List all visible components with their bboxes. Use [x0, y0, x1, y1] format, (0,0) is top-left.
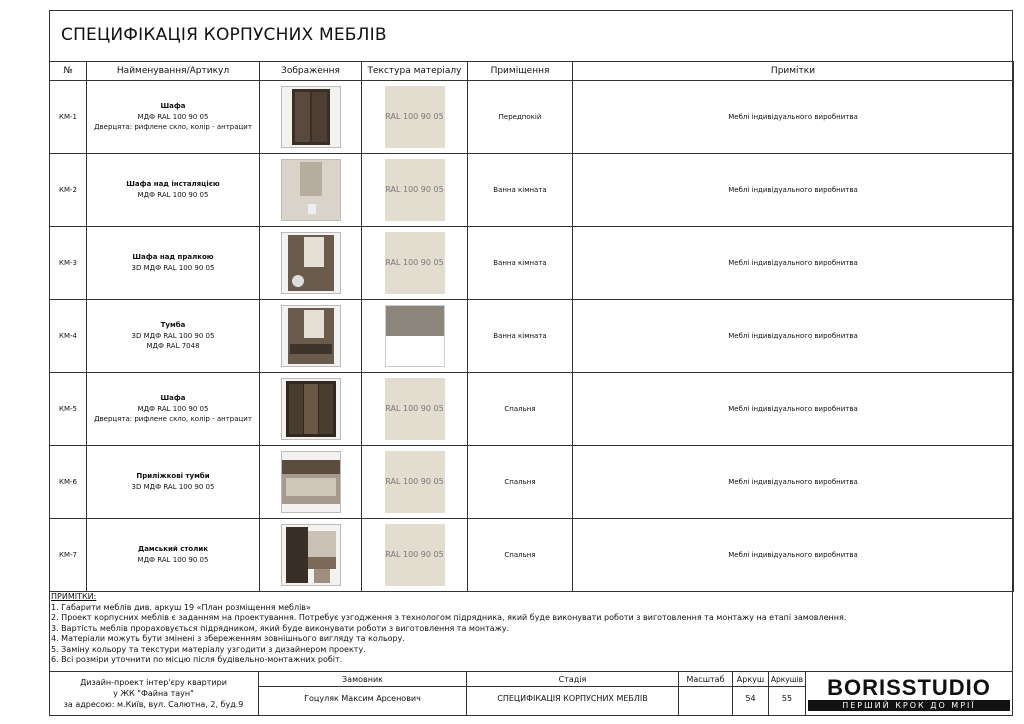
item-texture-cell	[362, 227, 468, 300]
furniture-image	[281, 232, 341, 294]
item-room: Ванна кімната	[468, 154, 573, 227]
texture-swatch: RAL 100 90 05	[385, 524, 445, 586]
sheet-number: 54	[745, 694, 756, 703]
item-texture-cell	[362, 154, 468, 227]
scale-label: Масштаб	[686, 675, 725, 684]
header-image: Зображення	[260, 62, 362, 81]
table-header-row	[50, 62, 1014, 81]
note-line: 4. Матеріали можуть бути змінені з збереженням зовнішнього вигляду та кольору.	[51, 634, 405, 643]
table-row	[50, 446, 1014, 519]
note-line: 6. Всі розміри уточнити по місцю після будівельно-монтажних робіт.	[51, 655, 343, 664]
item-texture-cell	[362, 81, 468, 154]
sheets-count: 55	[781, 694, 793, 703]
item-material: 3D МДФ RAL 100 90 05	[131, 332, 215, 340]
sheets-label: Аркушів	[770, 675, 804, 684]
customer-label: Замовник	[342, 675, 383, 684]
item-material: 3D МДФ RAL 100 90 05	[131, 264, 215, 272]
texture-swatch: RAL 100 90 05	[385, 86, 445, 148]
item-material: МДФ RAL 100 90 05	[137, 191, 209, 199]
note-line: 2. Проект корпусних меблів є заданням на проектування. Потребує узгодження з технологом підрядника, який буде виконувати роботи з виготовлення та монтажу на етапі замовлення.	[51, 613, 847, 622]
item-name-cell	[87, 519, 260, 592]
item-texture-cell	[362, 300, 468, 373]
header-room: Приміщення	[468, 62, 573, 81]
table-row	[50, 81, 1014, 154]
item-note: Меблі індивідуального виробнитва	[573, 300, 1014, 373]
item-image-cell	[260, 446, 362, 519]
item-note: Меблі індивідуального виробнитва	[573, 154, 1014, 227]
item-material: МДФ RAL 100 90 05	[137, 556, 209, 564]
item-name: Дамський столик	[137, 545, 209, 553]
item-note: Меблі індивідуального виробнитва	[573, 446, 1014, 519]
item-name: Шафа	[160, 102, 186, 110]
item-name-cell	[87, 446, 260, 519]
furniture-image	[281, 378, 341, 440]
item-name: Тумба	[160, 321, 186, 329]
item-material: МДФ RAL 100 90 05	[137, 113, 209, 121]
texture-swatch: RAL 100 90 05	[385, 232, 445, 294]
item-name: Шафа над інсталяцією	[126, 180, 220, 188]
logo-name: BORISSTUDIO	[827, 675, 991, 700]
texture-swatch: RAL 100 90 05	[385, 378, 445, 440]
header-name: Найменування/Артикул	[87, 62, 260, 81]
project-line: за адресою: м.Київ, вул. Салютна, 2, буд.9	[63, 700, 244, 709]
item-note: Меблі індивідуального виробнитва	[573, 227, 1014, 300]
item-image-cell	[260, 300, 362, 373]
header-notes: Примітки	[573, 62, 1014, 81]
item-number: КМ-1	[50, 81, 87, 154]
item-material: Дверцята: рифлене скло, колір - антрацит	[94, 123, 252, 131]
item-name-cell	[87, 154, 260, 227]
note-line: 3. Вартість меблів прораховується підрядником, який буде виконувати роботи з виготовлення та монтажу.	[51, 623, 510, 633]
sheet-label: Аркуш	[736, 675, 765, 684]
furniture-image	[281, 159, 341, 221]
item-material: МДФ RAL 7048	[146, 342, 200, 350]
item-image-cell	[260, 373, 362, 446]
item-image-cell	[260, 81, 362, 154]
project-line: Дизайн-проект інтер'єру квартири	[80, 678, 227, 687]
item-texture-cell	[362, 519, 468, 592]
item-room: Спальня	[468, 519, 573, 592]
note-line: 5. Заміну кольору та текстури матеріалу узгодити з дизайнером проекту.	[51, 644, 366, 654]
item-room: Спальня	[468, 446, 573, 519]
customer-name: Гоцуляк Максим Арсенович	[304, 694, 421, 703]
item-material: Дверцята: рифлене скло, колір - антрацит	[94, 415, 252, 423]
item-room: Ванна кімната	[468, 227, 573, 300]
table-row	[50, 373, 1014, 446]
item-material: МДФ RAL 100 90 05	[137, 405, 209, 413]
item-name-cell	[87, 227, 260, 300]
item-number: КМ-2	[50, 154, 87, 227]
project-line: у ЖК "Файна таун"	[113, 689, 194, 698]
header-texture: Текстура матеріалу	[362, 62, 468, 81]
texture-swatch: RAL 100 90 05	[385, 159, 445, 221]
table-row	[50, 519, 1014, 592]
stage-label: Стадія	[558, 675, 587, 684]
texture-swatch	[385, 305, 445, 367]
note-line: 1. Габарити меблів див. аркуш 19 «План розміщення меблів»	[51, 602, 311, 612]
item-name-cell	[87, 373, 260, 446]
item-name: Шафа над пралкою	[132, 253, 214, 261]
item-number: КМ-3	[50, 227, 87, 300]
furniture-image	[281, 305, 341, 367]
spec-table	[49, 61, 1014, 592]
item-texture-cell	[362, 446, 468, 519]
item-image-cell	[260, 519, 362, 592]
texture-swatch: RAL 100 90 05	[385, 451, 445, 513]
furniture-image	[281, 524, 341, 586]
item-name: Приліжкові тумби	[136, 472, 210, 480]
furniture-image	[281, 451, 341, 513]
item-room: Спальня	[468, 373, 573, 446]
notes-header: ПРИМІТКИ:	[51, 592, 97, 601]
stage-value: СПЕЦИФІКАЦІЯ КОРПУСНИХ МЕБЛІВ	[497, 694, 648, 703]
title-block	[49, 10, 1013, 62]
header-num: №	[50, 62, 87, 81]
item-note: Меблі індивідуального виробнитва	[573, 81, 1014, 154]
item-number: КМ-5	[50, 373, 87, 446]
item-number: КМ-6	[50, 446, 87, 519]
item-note: Меблі індивідуального виробнитва	[573, 373, 1014, 446]
item-name-cell	[87, 300, 260, 373]
notes-block	[49, 592, 1013, 672]
item-image-cell	[260, 227, 362, 300]
item-texture-cell	[362, 373, 468, 446]
item-number: КМ-4	[50, 300, 87, 373]
item-note: Меблі індивідуального виробнитва	[573, 519, 1014, 592]
logo-slogan: ПЕРШИЙ КРОК ДО МРІЇ	[808, 700, 1010, 711]
item-name-cell	[87, 81, 260, 154]
table-row	[50, 227, 1014, 300]
table-row	[50, 154, 1014, 227]
project-description	[49, 677, 258, 710]
item-material: 3D МДФ RAL 100 90 05	[131, 483, 215, 491]
furniture-image	[281, 86, 341, 148]
item-name: Шафа	[160, 394, 186, 402]
studio-logo	[808, 677, 1010, 711]
item-image-cell	[260, 154, 362, 227]
page-title: СПЕЦИФІКАЦІЯ КОРПУСНИХ МЕБЛІВ	[61, 25, 387, 45]
item-room: Передпокій	[468, 81, 573, 154]
table-row	[50, 300, 1014, 373]
item-number: КМ-7	[50, 519, 87, 592]
item-room: Ванна кімната	[468, 300, 573, 373]
